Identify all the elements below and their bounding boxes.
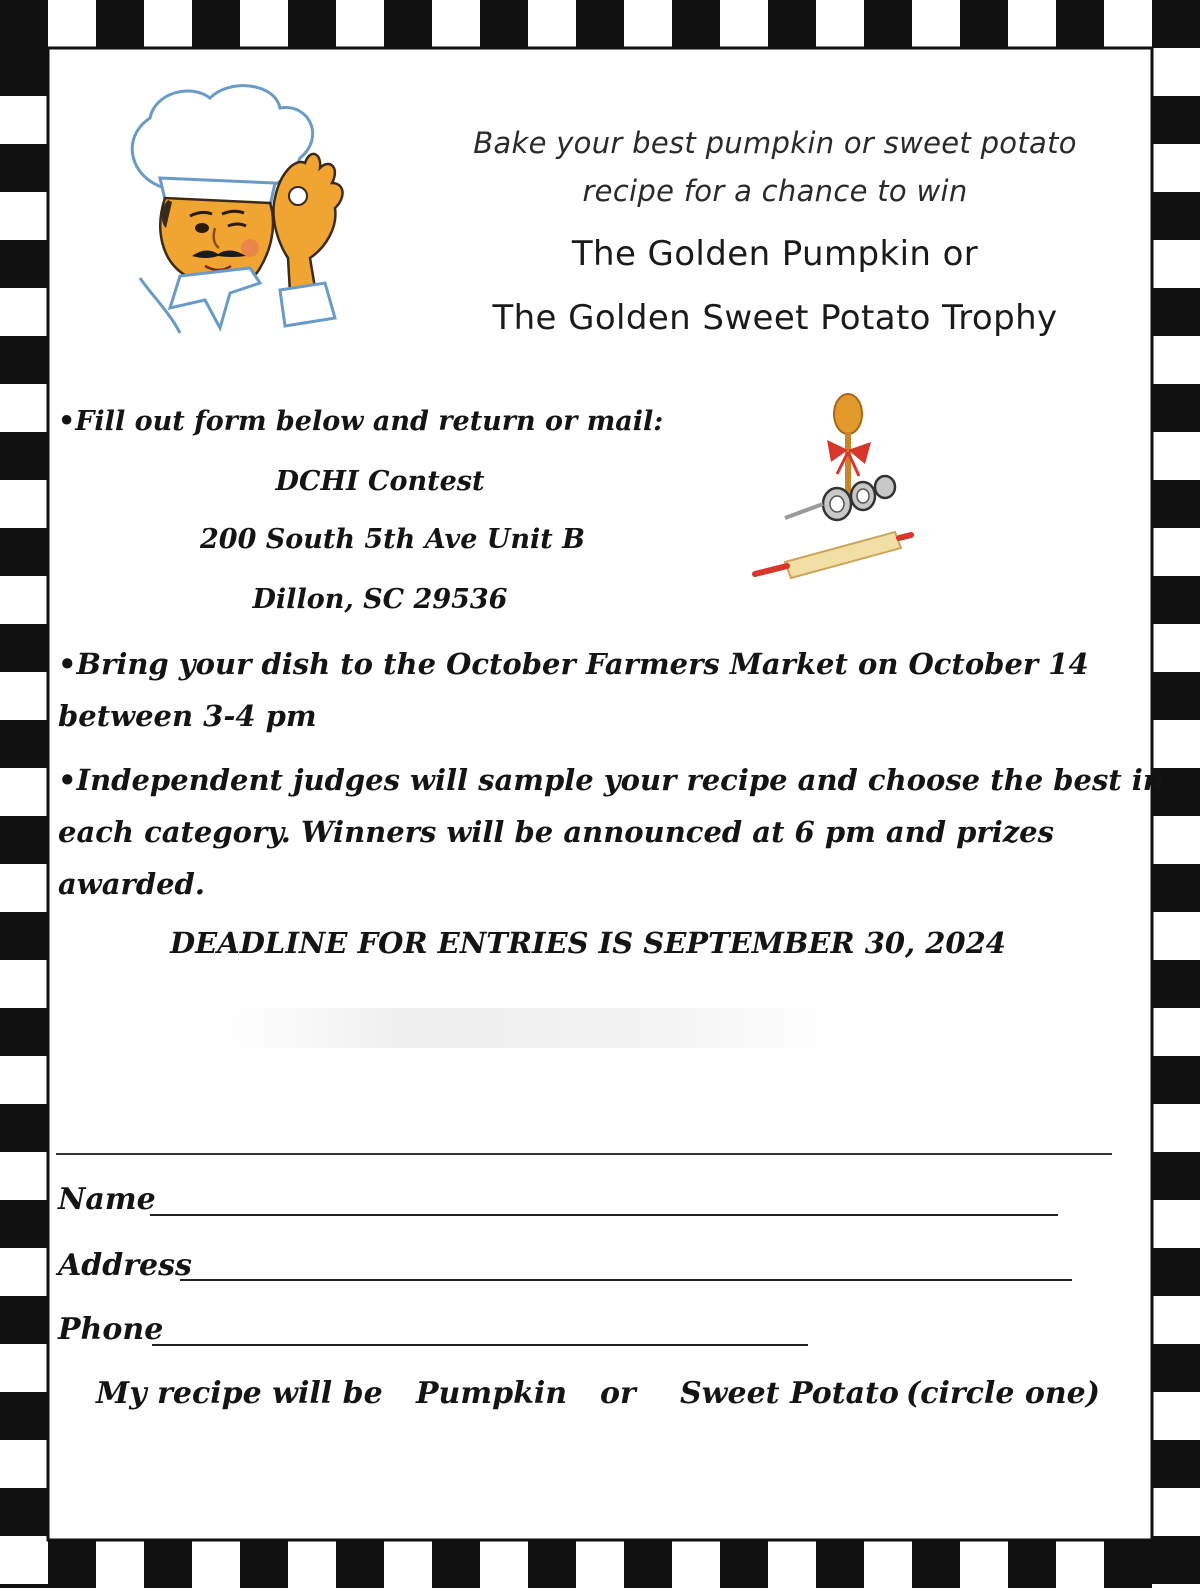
border-square	[0, 912, 48, 960]
border-square	[1152, 672, 1200, 720]
border-square	[0, 336, 48, 384]
border-square	[1152, 0, 1200, 48]
border-square	[1152, 96, 1200, 144]
address-field[interactable]	[180, 1279, 1072, 1281]
border-square	[1152, 1056, 1200, 1104]
intro-line-2: recipe for a chance to win	[582, 174, 968, 208]
border-square	[0, 1296, 48, 1344]
deadline-notice: DEADLINE FOR ENTRIES IS SEPTEMBER 30, 2024	[170, 926, 1006, 960]
border-square	[1152, 576, 1200, 624]
border-square	[0, 144, 48, 192]
chef-illustration	[110, 78, 365, 340]
border-square	[1008, 1540, 1056, 1588]
address-line-1: DCHI Contest	[275, 466, 485, 497]
border-square	[624, 1540, 672, 1588]
name-field[interactable]	[150, 1214, 1058, 1216]
measuring-spoons	[785, 476, 895, 520]
border-square	[864, 0, 912, 48]
border-square	[0, 432, 48, 480]
border-square	[672, 0, 720, 48]
border-square	[1056, 0, 1104, 48]
border-square	[1152, 192, 1200, 240]
border-square	[1152, 288, 1200, 336]
border-square	[0, 240, 48, 288]
address-line-2: 200 South 5th Ave Unit B	[200, 524, 585, 555]
border-square	[0, 624, 48, 672]
border-square	[816, 1540, 864, 1588]
border-square	[1152, 1440, 1200, 1488]
judges-line-3: awarded.	[58, 867, 205, 901]
option-or: or	[600, 1376, 636, 1411]
phone-label: Phone	[58, 1312, 164, 1347]
border-square	[720, 1540, 768, 1588]
border-square	[0, 1200, 48, 1248]
border-square	[48, 1540, 96, 1588]
recipe-choice-prefix: My recipe will be	[96, 1376, 383, 1411]
border-square	[960, 0, 1008, 48]
border-square	[0, 1008, 48, 1056]
address-line-3: Dillon, SC 29536	[252, 584, 508, 615]
border-square	[0, 1104, 48, 1152]
border-square	[0, 720, 48, 768]
border-square	[1152, 960, 1200, 1008]
rolling-pin	[755, 532, 911, 578]
border-square	[288, 0, 336, 48]
judges-line-1: •Independent judges will sample your recipe and choose the best in	[58, 763, 1164, 797]
phone-field[interactable]	[152, 1344, 808, 1346]
border-square	[1152, 384, 1200, 432]
border-square	[768, 0, 816, 48]
border-square	[0, 1584, 48, 1588]
form-divider	[56, 1153, 1112, 1155]
border-square	[336, 1540, 384, 1588]
border-square	[240, 1540, 288, 1588]
border-square	[0, 1392, 48, 1440]
mail-instruction: •Fill out form below and return or mail:	[58, 406, 664, 437]
border-square	[480, 0, 528, 48]
border-square	[0, 1488, 48, 1536]
border-square	[576, 0, 624, 48]
border-square	[96, 0, 144, 48]
trophy-title-line-2: The Golden Sweet Potato Trophy	[492, 298, 1058, 338]
border-square	[0, 48, 48, 96]
border-square	[144, 1540, 192, 1588]
border-square	[1152, 864, 1200, 912]
circle-one-note: (circle one)	[906, 1376, 1100, 1411]
chef-scarf	[140, 268, 260, 333]
border-square	[1152, 1248, 1200, 1296]
border-square	[528, 1540, 576, 1588]
intro-line-1: Bake your best pumpkin or sweet potato	[473, 126, 1077, 160]
border-square	[0, 528, 48, 576]
border-square	[1104, 1540, 1152, 1588]
border-square	[384, 0, 432, 48]
trophy-title-line-1: The Golden Pumpkin or	[571, 234, 979, 274]
border-square	[1152, 1536, 1200, 1584]
address-label: Address	[58, 1248, 192, 1283]
border-square	[1152, 480, 1200, 528]
chef-hand-ok-gesture	[273, 154, 342, 326]
name-label: Name	[58, 1182, 156, 1217]
border-square	[1152, 1152, 1200, 1200]
baking-utensils-illustration	[745, 392, 915, 584]
border-square	[0, 0, 48, 48]
bring-dish-line-2: between 3-4 pm	[58, 699, 317, 733]
border-square	[0, 816, 48, 864]
border-square	[912, 1540, 960, 1588]
option-pumpkin[interactable]: Pumpkin	[416, 1376, 568, 1411]
bring-dish-line-1: •Bring your dish to the October Farmers Market on October 14	[58, 647, 1089, 681]
faded-show-through-smudge	[220, 1008, 840, 1048]
border-square	[1152, 1344, 1200, 1392]
judges-line-2: each category. Winners will be announced at 6 pm and prizes	[58, 815, 1054, 849]
border-square	[432, 1540, 480, 1588]
option-sweet-potato[interactable]: Sweet Potato	[680, 1376, 899, 1411]
border-square	[192, 0, 240, 48]
